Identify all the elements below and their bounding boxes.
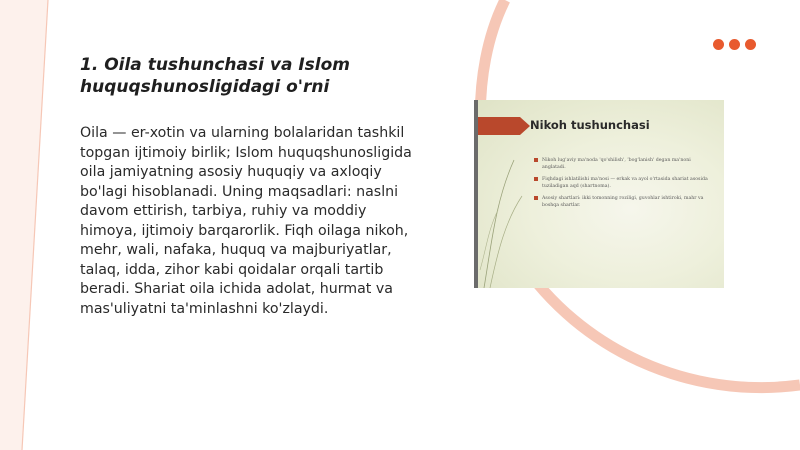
thumbnail-title-tab — [478, 117, 520, 135]
bullet-arrow-icon — [534, 158, 538, 162]
list-item — [534, 176, 714, 190]
menu-dots-icon — [713, 39, 756, 50]
list-item — [534, 157, 714, 171]
thumbnail-title: Nikoh tushunchasi — [530, 118, 650, 132]
bullet-text: Fiqhdagi ishlatilishi ma'nosi — erkak va ayol o'rtasida shariat asosida tuziladigan aqd (shartnoma). — [542, 177, 708, 189]
dot-icon — [745, 39, 756, 50]
dot-icon — [713, 39, 724, 50]
bullet-text: Nikoh lug'aviy ma'noda 'qo'shilish', 'bog'lanish' degan ma'noni anglatadi. — [542, 158, 691, 170]
slide-thumbnail-image — [474, 100, 724, 288]
slide-body-text: Oila — er-xotin va ularning bolalaridan tashkil topgan ijtimoiy birlik; Islom huquqshunosligida oila jamiyatning asosiy huquqiy va axloqiy bo'lagi hisoblanadi. Uning maqsadlari: naslni davom ettirish, tarbiya, ruhiy va moddiy himoya, ijtimoiy barqarorlik. Fiqh oilaga nikoh, mehr, wali, nafaka, huquq va majburiyatlar, talaq, idda, zihor kabi qoidalar orqali tartib beradi. Shariat oila ichida adolat, hurmat va mas'uliyatni ta'minlashni ko'zlaydi. — [80, 125, 412, 317]
list-item — [534, 195, 714, 209]
dot-icon — [729, 39, 740, 50]
bullet-arrow-icon — [534, 177, 538, 181]
bullet-arrow-icon — [534, 196, 538, 200]
thumbnail-bullet-list — [534, 157, 714, 214]
bullet-text: Asosiy shartlari: ikki tomonning roziligi, guvohlar ishtiroki, mahr va boshqa shartlar. — [542, 196, 704, 208]
slide-title: 1. Oila tushunchasi va Islom huquqshunosligidagi o'rni — [80, 55, 351, 97]
